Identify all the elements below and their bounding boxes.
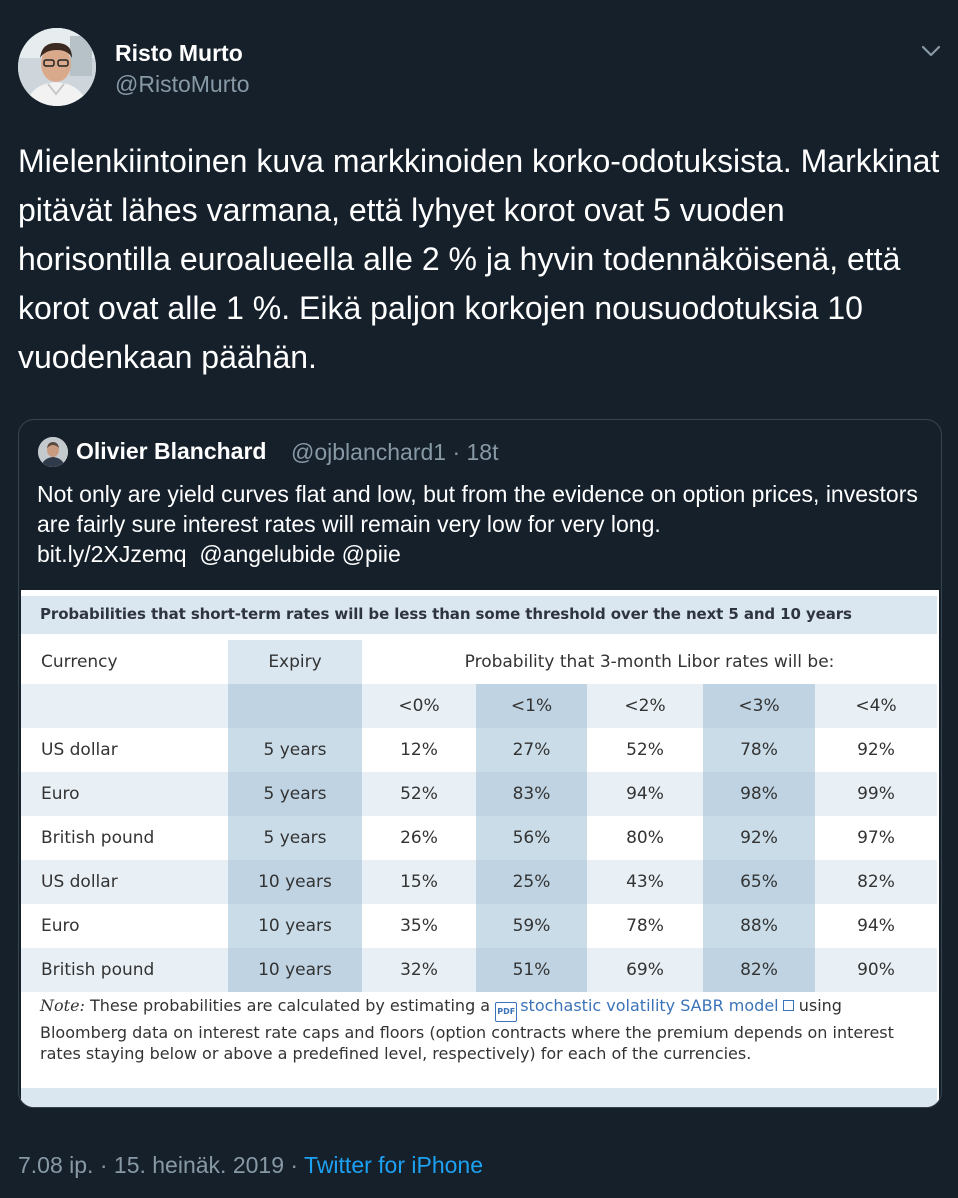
tweet-footer [18, 1152, 483, 1179]
probability-cell: 56% [512, 828, 551, 848]
tweet-text: Mielenkiintoinen kuva markkinoiden korko-odotuksista. Markkinat pitävät lähes varmana, että lyhyet korot ovat 5 vuoden horisontilla euroalueella alle 2 % ja hyvin todennäköisenä, että korot ovat alle 1 %. Eikä paljon korkojen nousuodotuksia 10 vuodenkaan päähän. [18, 143, 940, 375]
quoted-author-handle[interactable]: @ojblanchard1 [291, 439, 447, 465]
table-title: Probabilities that short-term rates will be less than some threshold over the next 5 and 10 years [21, 596, 937, 634]
probability-cell: 80% [626, 828, 664, 848]
note-after: using Bloomberg data on interest rate caps and floors (option contracts where the premium depends on interest rates staying below or above a predefined level, respectively) for each of the currencies. [40, 996, 894, 1063]
probability-cell: 90% [857, 960, 895, 980]
table-header-row [21, 640, 937, 684]
probability-cell: 52% [400, 784, 438, 804]
table-row [21, 860, 937, 904]
note-link: stochastic volatility SABR model [520, 996, 779, 1015]
expiry-cell: 10 years [258, 960, 332, 980]
expiry-cell: 5 years [263, 784, 327, 804]
expiry-column-shade [228, 684, 362, 728]
quoted-text [37, 479, 927, 569]
threshold-label: <0% [398, 696, 440, 716]
table-row [21, 904, 937, 948]
header-expiry: Expiry [268, 652, 322, 672]
probability-cell: 88% [740, 916, 778, 936]
header-currency: Currency [41, 652, 118, 672]
currency-cell: Euro [41, 916, 80, 936]
tweet-time[interactable]: 7.08 ip. [18, 1152, 94, 1178]
external-link-icon [783, 1000, 794, 1011]
quoted-age[interactable]: 18t [466, 439, 499, 465]
table-threshold-row [21, 684, 937, 728]
probability-cell: 27% [512, 740, 551, 760]
table-row [21, 948, 937, 992]
probability-cell: 25% [512, 872, 551, 892]
probability-cell: 15% [400, 872, 438, 892]
probability-cell: 94% [857, 916, 895, 936]
author-handle[interactable]: @RistoMurto [115, 71, 250, 97]
table-footer-strip [21, 1088, 937, 1108]
author-name[interactable]: Risto Murto [115, 40, 243, 66]
table-row [21, 728, 937, 772]
threshold-label: <4% [855, 696, 897, 716]
expiry-cell: 10 years [258, 872, 332, 892]
quoted-body: Not only are yield curves flat and low, but from the evidence on option prices, investors are fairly sure interest rates will remain very low for very long. [37, 481, 918, 537]
probability-cell: 52% [626, 740, 664, 760]
quoted-meta [291, 439, 499, 466]
probability-cell: 35% [400, 916, 438, 936]
probability-cell: 99% [857, 784, 895, 804]
quoted-mentions[interactable]: @angelubide @piie [199, 541, 401, 567]
quoted-separator: · [452, 439, 461, 465]
table-row [21, 772, 937, 816]
probability-cell: 82% [857, 872, 895, 892]
probability-cell: 98% [740, 784, 778, 804]
probability-cell: 82% [740, 960, 778, 980]
probability-cell: 92% [857, 740, 895, 760]
probability-cell: 97% [857, 828, 895, 848]
tweet-date[interactable]: 15. heinäk. 2019 [113, 1152, 284, 1178]
probability-cell: 26% [400, 828, 438, 848]
probability-cell: 51% [512, 960, 551, 980]
expiry-cell: 5 years [263, 828, 327, 848]
probability-cell: 65% [740, 872, 778, 892]
tweet-source[interactable]: Twitter for iPhone [304, 1152, 484, 1178]
header-probability: Probability that 3-month Libor rates will be: [464, 652, 835, 672]
footer-separator: · [290, 1152, 299, 1178]
currency-cell: British pound [41, 960, 155, 980]
probability-cell: 83% [512, 784, 551, 804]
probability-cell: 92% [740, 828, 778, 848]
quoted-tweet[interactable] [18, 419, 942, 1108]
quoted-author-name[interactable]: Olivier Blanchard [76, 438, 267, 464]
probability-cell: 69% [626, 960, 664, 980]
chevron-down-icon[interactable] [916, 36, 946, 66]
quoted-author-avatar[interactable] [38, 437, 68, 467]
currency-cell: Euro [41, 784, 80, 804]
note-label: Note: [40, 996, 85, 1015]
author-avatar[interactable] [18, 28, 96, 106]
expiry-cell: 5 years [263, 740, 327, 760]
probability-cell: 59% [512, 916, 551, 936]
table-row [21, 816, 937, 860]
probability-cell: 32% [400, 960, 438, 980]
threshold-label: <2% [624, 696, 666, 716]
threshold-label: <1% [510, 696, 553, 716]
currency-cell: US dollar [41, 872, 118, 892]
table-note [40, 995, 930, 1064]
probability-cell: 78% [626, 916, 664, 936]
probability-cell: 43% [626, 872, 664, 892]
footer-separator: · [99, 1152, 108, 1178]
table-image[interactable] [21, 590, 939, 1108]
quoted-link[interactable]: bit.ly/2XJzemq [37, 541, 187, 567]
expiry-cell: 10 years [258, 916, 332, 936]
pdf-file-icon: PDF [495, 1002, 517, 1022]
probability-cell: 78% [740, 740, 778, 760]
probability-cell: 12% [400, 740, 438, 760]
threshold-label: <3% [738, 696, 780, 716]
currency-cell: US dollar [41, 740, 118, 760]
note-before: These probabilities are calculated by estimating a [90, 996, 491, 1015]
probability-cell: 94% [626, 784, 664, 804]
currency-cell: British pound [41, 828, 155, 848]
